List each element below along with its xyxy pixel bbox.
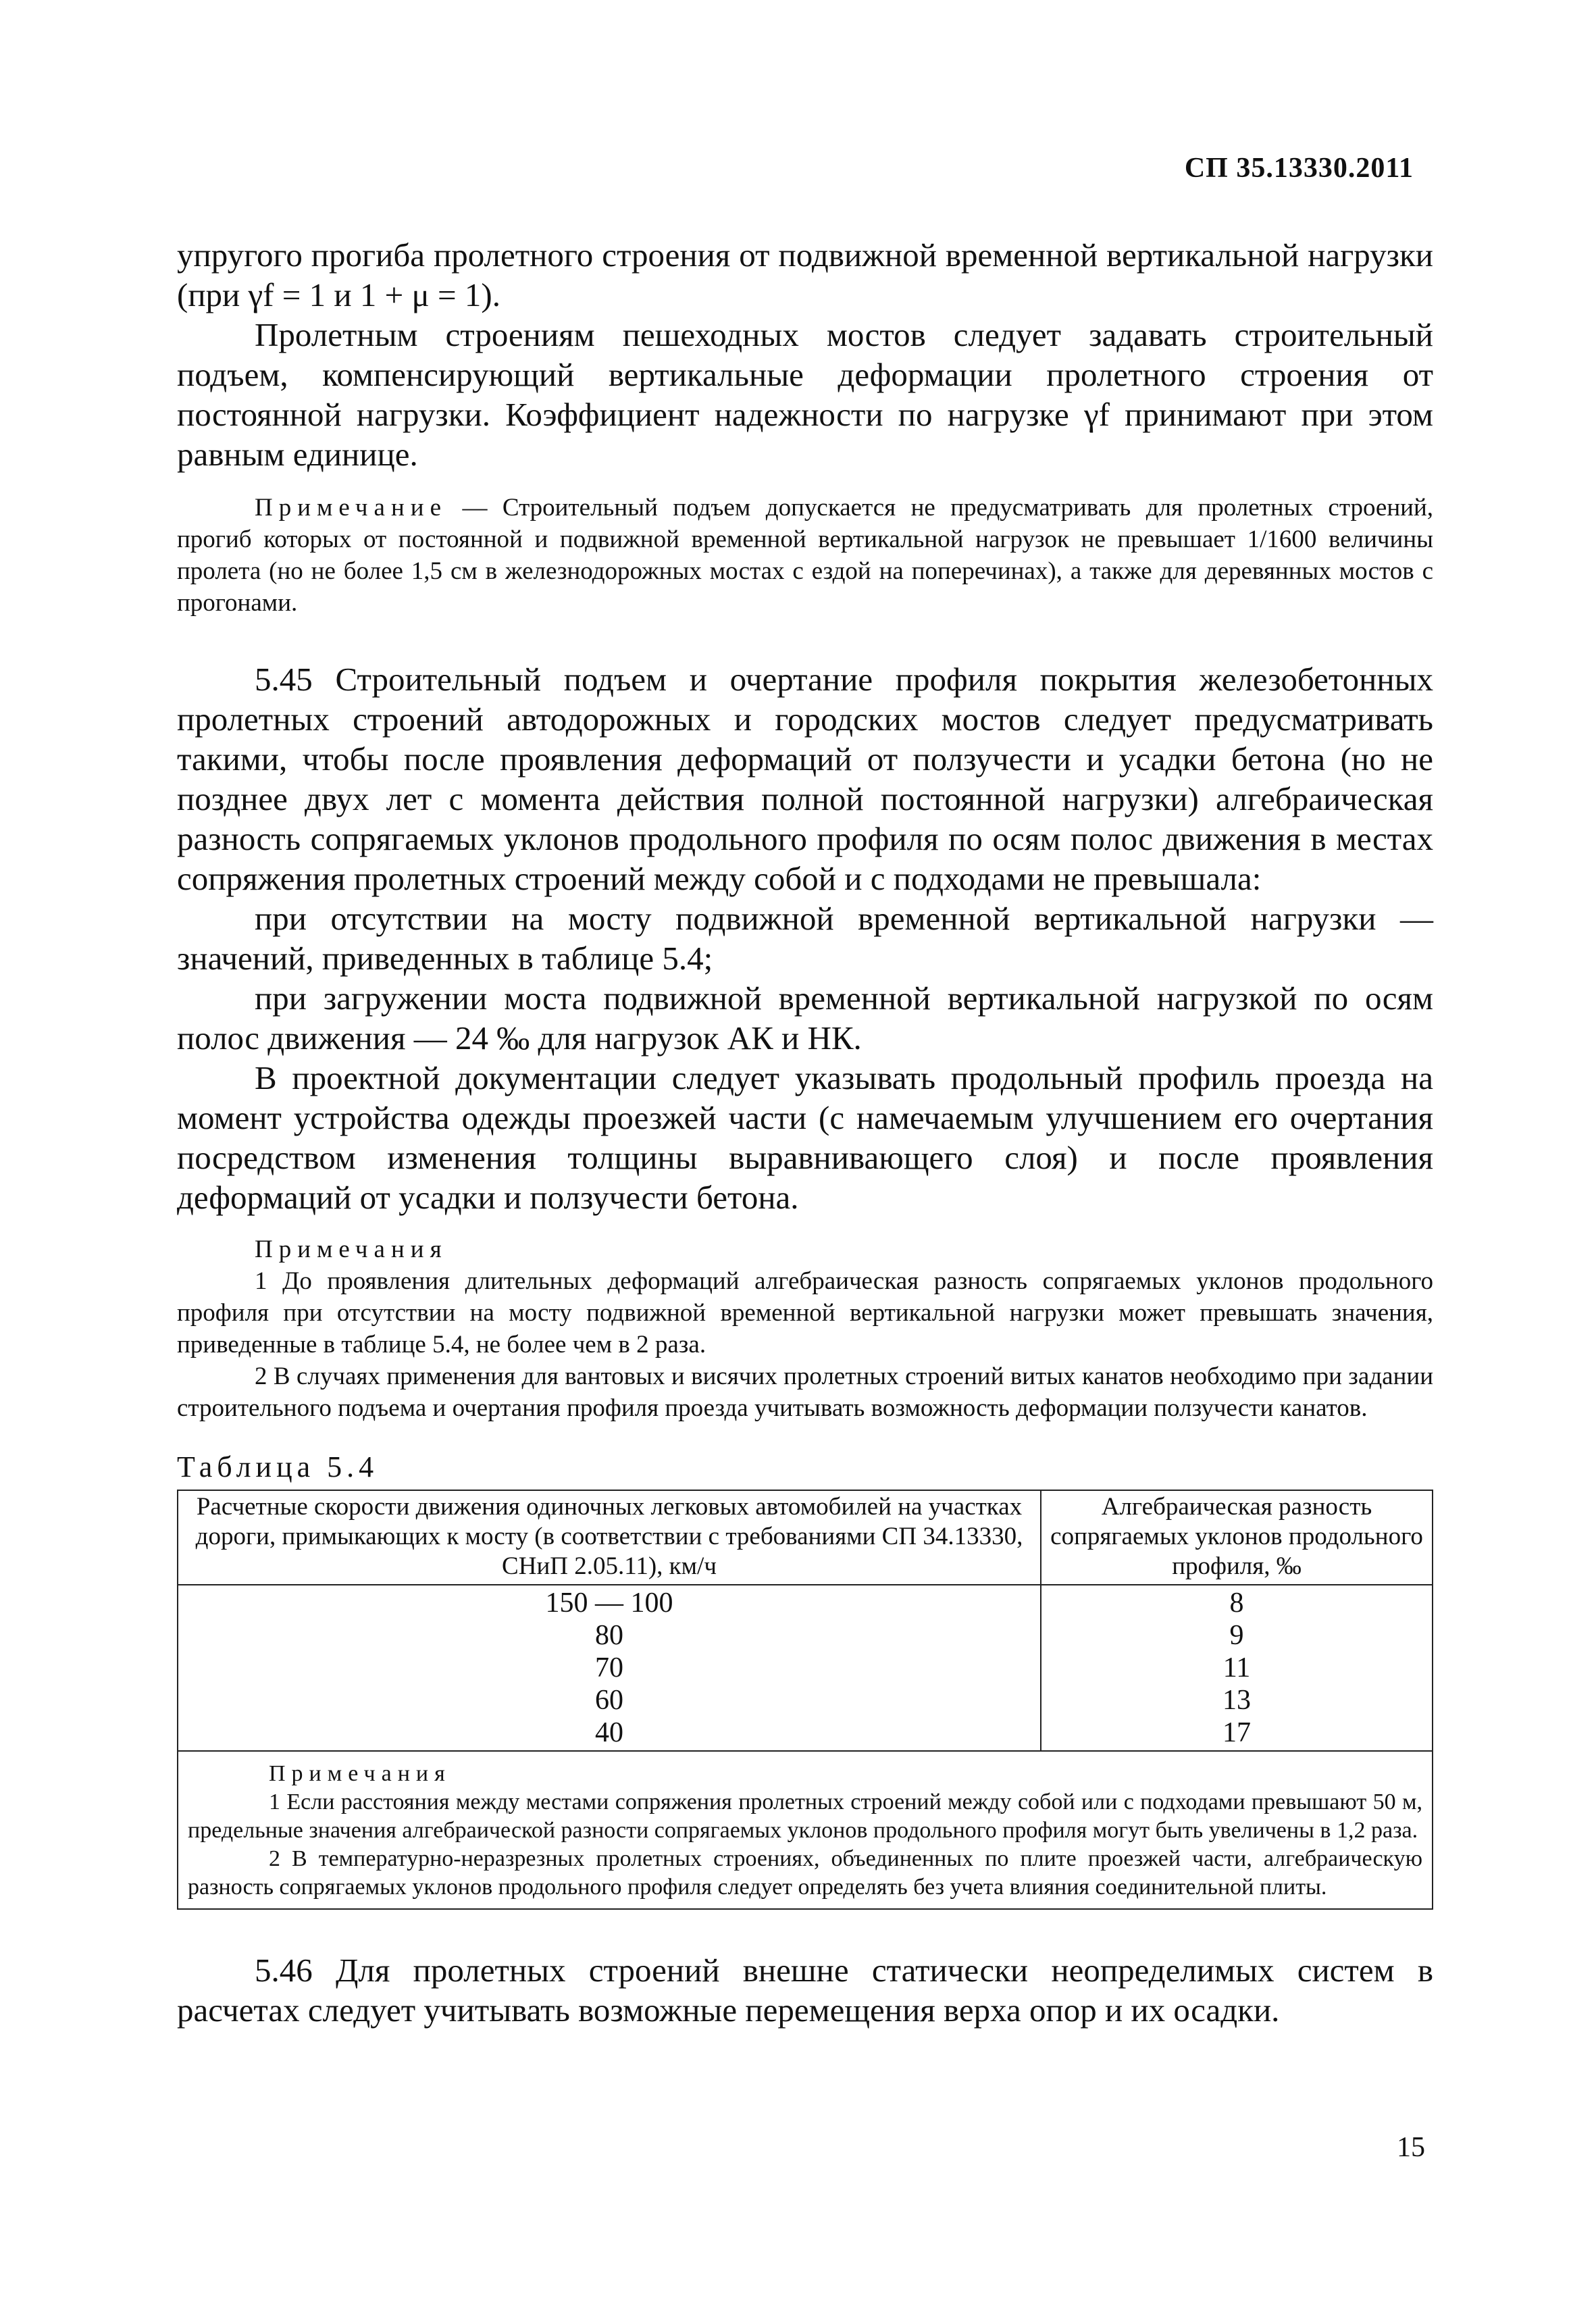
table-note-1: 1 Если расстояния между местами сопряжения пролетных строений между собой или с подходами превышают 50 м, предельные значения алгебраической разности сопрягаемых уклонов продольного профиля могут быть увеличены в 1,2 раза.	[188, 1789, 1422, 1843]
table-values-row	[178, 1585, 1433, 1751]
note-item-2: 2 В случаях применения для вантовых и висячих пролетных строений витых канатов необходимо при задании строительного подъема и очертания профиля проезда учитывать возможность деформации ползучести канатов.	[177, 1363, 1433, 1422]
note-construction-camber	[177, 492, 1433, 619]
table-5-4	[177, 1490, 1433, 1910]
table-notes	[178, 1751, 1433, 1909]
paragraph-pedestrian-bridges: Пролетным строениям пешеходных мостов следует задавать строительный подъем, компенсирующий вертикальные деформации пролетного строения от постоянной нагрузки. Коэффициент надежности по нагрузке γf принимают при этом равным единице.	[177, 316, 1433, 473]
table-cell-value: 9	[1229, 1620, 1244, 1651]
note-label: Примечание	[255, 494, 447, 522]
clause-5-45-item-loaded: при загружении моста подвижной временной вертикальной нагрузкой по осям полос движения — 24 ‰ для нагрузок АК и НК.	[177, 980, 1433, 1057]
clause-5-45-design-docs: В проектной документации следует указывать продольный профиль проезда на момент устройства одежды проезжей части (с намечаемым улучшением его очертания посредством изменения толщины выравнивающего слоя) и после проявления деформаций от усадки и ползучести бетона.	[177, 1059, 1433, 1216]
clause-5-46: 5.46 Для пролетных строений внешне статически неопределимых систем в расчетах следует учитывать возможные перемещения верха опор и их осадки.	[177, 1952, 1433, 2029]
table-note-2: 2 В температурно-неразрезных пролетных строениях, объединенных по плите проезжей части, алгебраическую разность сопрягаемых уклонов продольного профиля следует определять без учета влияния соединительной плиты.	[188, 1846, 1422, 1900]
table-cell-value: 8	[1229, 1587, 1244, 1619]
value-column	[1041, 1585, 1433, 1751]
speed-column	[178, 1585, 1041, 1751]
note-item-1: 1 До проявления длительных деформаций алгебраическая разность сопрягаемых уклонов продольного профиля при отсутствии на мосту подвижной временной вертикальной нагрузки может превышать значения, приведенные в таблице 5.4, не более чем в 2 раза.	[177, 1267, 1433, 1358]
header-slope-diff: Алгебраическая разность сопрягаемых уклонов продольного профиля, ‰	[1041, 1490, 1433, 1585]
table-cell-speed: 60	[595, 1685, 623, 1716]
note-text: — Строительный подъем допускается не предусматривать для пролетных строений, прогиб которых от постоянной и подвижной временной вертикальной нагрузок не превышает 1/1600 величины пролета (но не более 1,5 см в железнодорожных мостах с ездой на поперечинах), а также для деревянных мостов с прогонами.	[177, 494, 1433, 617]
paragraph-continuation: упругого прогиба пролетного строения от подвижной временной вертикальной нагрузки (при γf = 1 и 1 + μ = 1).	[177, 236, 1433, 313]
table-notes-row	[178, 1751, 1433, 1909]
table-caption: Таблица 5.4	[177, 1450, 379, 1483]
table-cell-speed: 40	[595, 1717, 623, 1748]
table-cell-value: 11	[1222, 1652, 1251, 1683]
table-header-row	[178, 1490, 1433, 1585]
table-cell-speed: 80	[595, 1620, 623, 1651]
page-number: 15	[1397, 2132, 1425, 2163]
clause-5-45-item-no-load: при отсутствии на мосту подвижной временной вертикальной нагрузки — значений, приведенных в таблице 5.4;	[177, 900, 1433, 977]
table-notes-heading: Примечания	[269, 1761, 451, 1786]
header-speed: Расчетные скорости движения одиночных легковых автомобилей на участках дороги, примыкающих к мосту (в соответствии с требованиями СП 34.13330, СНиП 2.05.11), км/ч	[178, 1490, 1041, 1585]
notes-heading: Примечания	[255, 1236, 448, 1263]
table-cell-value: 17	[1222, 1717, 1251, 1748]
clause-5-45: 5.45 Строительный подъем и очертание профиля покрытия железобетонных пролетных строений автодорожных и городских мостов следует предусматривать такими, чтобы после проявления деформаций от ползучести и усадки бетона (но не позднее двух лет с момента действия полной постоянной нагрузки) алгебраическая разность сопрягаемых уклонов продольного профиля по осям полос движения в местах сопряжения пролетных строений между собой и с подходами не превышала:	[177, 661, 1433, 897]
table-cell-speed: 150 — 100	[545, 1587, 673, 1619]
document-code-header: СП 35.13330.2011	[1184, 153, 1414, 184]
page-content	[177, 235, 1433, 2030]
table-cell-value: 13	[1222, 1685, 1251, 1716]
table-cell-speed: 70	[595, 1652, 623, 1683]
